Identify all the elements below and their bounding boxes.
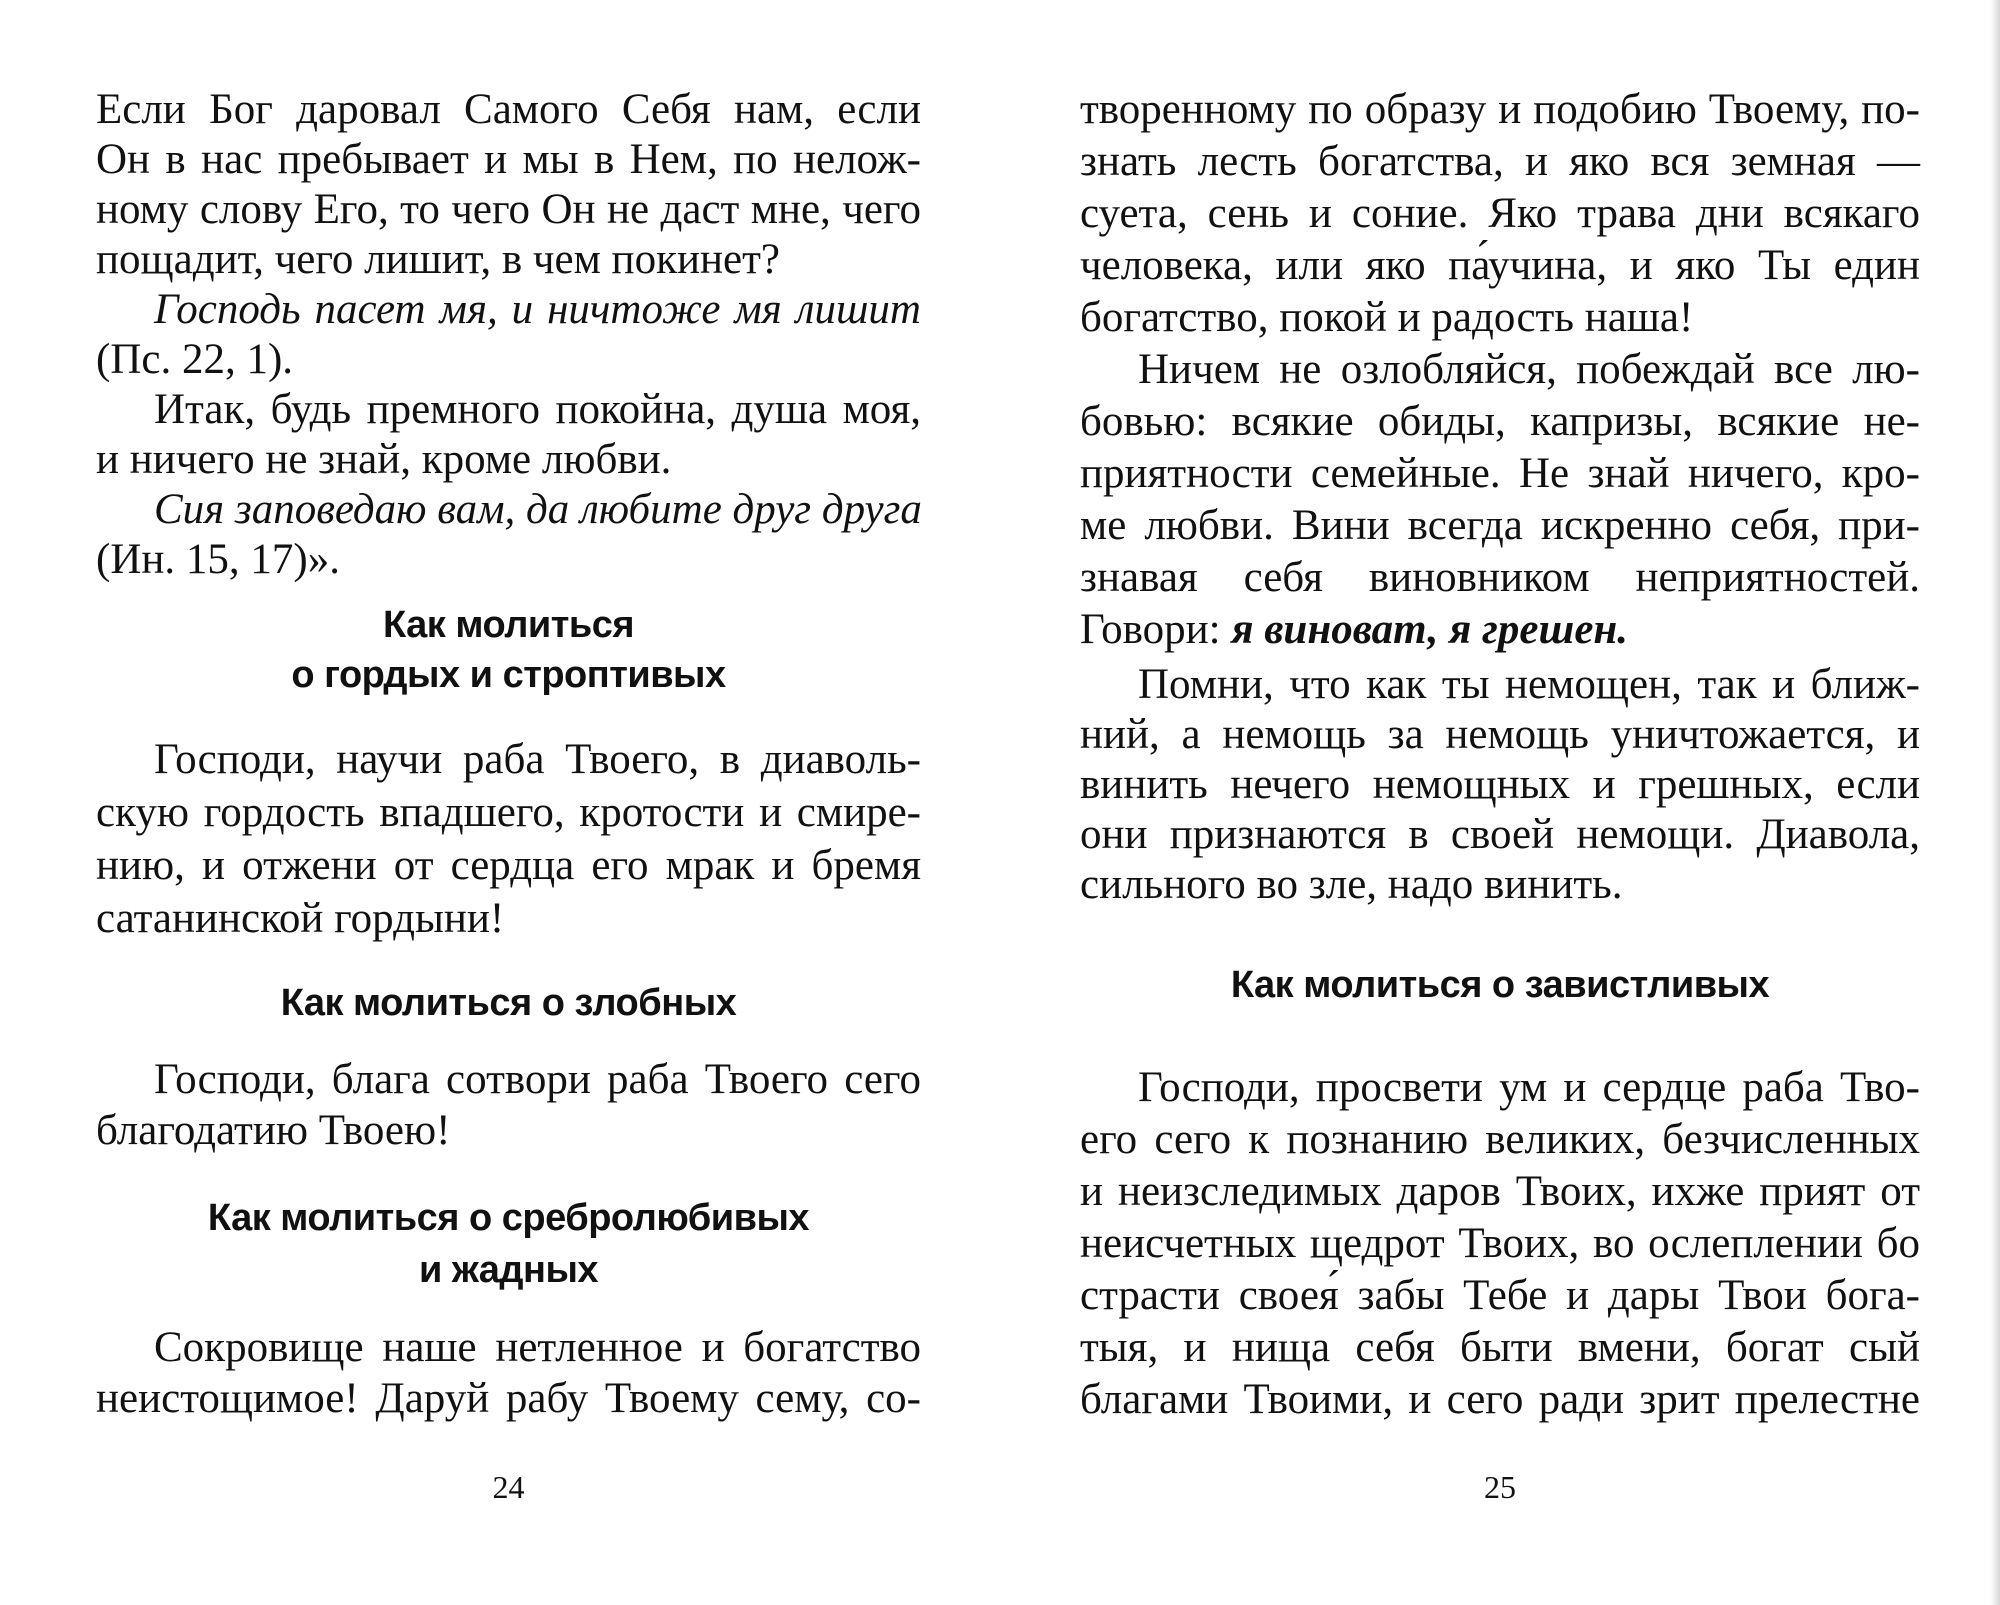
text-line: приятности семейные. Не знай ничего, кро- xyxy=(1080,450,1920,497)
text-line: ному слову Его, то чего Он не даст мне, чего xyxy=(96,186,921,233)
text-line: Помни, что как ты немощен, так и ближ- xyxy=(1138,661,1920,708)
text-line: пощадит, чего лишит, в чем покинет? xyxy=(96,236,780,283)
text-line: Он в нас пребывает и мы в Нем, по нелож- xyxy=(96,136,921,183)
section-heading: Как молиться о сребролюбивых xyxy=(207,1197,810,1239)
text-line: Если Бог даровал Самого Себя нам, если xyxy=(96,86,921,133)
text-line: ний, а немощь за немощь уничтожается, и xyxy=(1080,711,1920,758)
text-line: благами Твоими, и сего ради зрит прелестне xyxy=(1080,1376,1920,1423)
text-line: Ничем не озлобляйся, побеждай все лю- xyxy=(1138,346,1920,393)
text-line: неистощимое! Даруй рабу Твоему сему, со- xyxy=(96,1375,921,1422)
page-number: 24 xyxy=(492,1469,525,1505)
right-page xyxy=(1080,0,1920,1605)
text-line: винить нечего немощных и грешных, если xyxy=(1080,761,1920,808)
text-line: благодатию Твоею! xyxy=(96,1107,451,1154)
text-line: они признаются в своей немощи. Диавола, xyxy=(1080,811,1920,858)
say-prefix: Говори: xyxy=(1080,606,1221,653)
text-line: бовью: всякие обиды, капризы, всякие не- xyxy=(1080,398,1920,445)
text-line: ме любви. Вини всегда искренно себя, при- xyxy=(1080,502,1920,549)
text-line: Господи, научи раба Твоего, в диаволь- xyxy=(154,736,921,783)
scripture-quote: Господь пасет мя, и ничтоже мя лишит xyxy=(154,286,921,333)
text-line: сатанинской гордыни! xyxy=(96,895,505,942)
text-line: нию, и отжени от сердца его мрак и бремя xyxy=(96,842,921,889)
text-line: скую гордость впадшего, кротости и смире- xyxy=(96,789,921,836)
text-line: человека, или яко па́учина, и яко Ты един xyxy=(1080,242,1920,289)
text-line: неисчетных щедрот Твоих, во ослеплении бо xyxy=(1080,1220,1920,1267)
text-line: страсти своея́ забы Тебе и дары Твои бога- xyxy=(1080,1272,1920,1319)
page-edge-shadow xyxy=(1990,0,2000,1605)
section-heading: о гордых и строптивых xyxy=(291,654,726,696)
left-page xyxy=(96,0,921,1605)
section-heading: Как молиться xyxy=(382,604,635,646)
section-heading: и жадных xyxy=(418,1249,599,1291)
text-line xyxy=(1080,605,1920,655)
scripture-reference: (Ин. 15, 17)». xyxy=(96,536,340,583)
text-line: знавая себя виновником неприятностей. xyxy=(1080,554,1920,601)
text-line: Итак, будь премного покойна, душа моя, xyxy=(154,386,921,433)
scripture-quote: Сия заповедаю вам, да любите друг друга xyxy=(154,486,922,533)
scripture-reference: (Пс. 22, 1). xyxy=(96,336,294,383)
text-line: знать лесть богатства, и яко вся земная — xyxy=(1080,138,1920,185)
text-line: творенному по образу и подобию Твоему, по- xyxy=(1080,86,1920,133)
text-line: Господи, блага сотвори раба Твоего сего xyxy=(154,1056,921,1103)
text-line: и неизследимых даров Твоих, ихже прият от xyxy=(1080,1168,1920,1215)
text-line: его сего к познанию великих, безчисленных xyxy=(1080,1116,1920,1163)
emphasis-text: я виноват, я грешен. xyxy=(1231,606,1629,653)
text-line: Господи, просвети ум и сердце раба Тво- xyxy=(1138,1064,1920,1111)
section-heading: Как молиться о злобных xyxy=(280,982,737,1024)
section-heading: Как молиться о завистливых xyxy=(1230,964,1770,1006)
text-line: суета, сень и соние. Яко трава дни всякаго xyxy=(1080,190,1920,237)
text-line: и ничего не знай, кроме любви. xyxy=(96,436,672,483)
text-line: сильного во зле, надо винить. xyxy=(1080,861,1623,908)
page-number: 25 xyxy=(1484,1469,1516,1505)
text-line: тыя, и нища себя быти вмени, богат сый xyxy=(1080,1324,1920,1371)
text-line: богатство, покой и радость наша! xyxy=(1080,294,1694,341)
text-line: Сокровище наше нетленное и богатство xyxy=(154,1324,921,1371)
